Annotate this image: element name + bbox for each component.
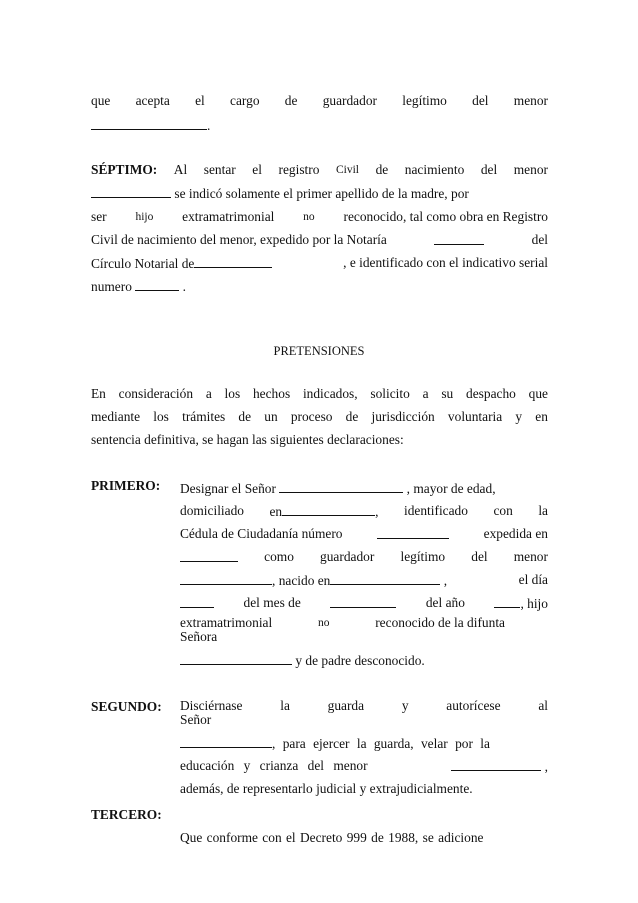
word: extramatrimonial xyxy=(180,615,273,630)
word: en xyxy=(535,409,548,424)
blank-field[interactable] xyxy=(180,571,272,585)
word: al xyxy=(538,698,548,713)
word: no xyxy=(317,617,330,629)
word: el xyxy=(252,162,262,177)
septimo-line-2 xyxy=(91,184,548,203)
word: guarda xyxy=(327,698,365,713)
comma: , xyxy=(443,573,448,588)
word: que xyxy=(91,93,111,108)
word: como xyxy=(264,549,294,564)
text: , nacido en xyxy=(272,573,331,588)
septimo-line-6 xyxy=(91,277,186,296)
word: guardador xyxy=(322,93,377,108)
word: cargo xyxy=(230,93,260,108)
word: mediante xyxy=(91,409,141,424)
blank-field[interactable] xyxy=(180,548,238,562)
word: de xyxy=(238,409,252,424)
word: hijo xyxy=(135,211,154,223)
segundo-label: SEGUNDO: xyxy=(91,699,162,714)
word: Al xyxy=(173,162,188,177)
word: solicito xyxy=(370,386,410,401)
text: Designar el Señor xyxy=(180,481,276,496)
blank-field[interactable] xyxy=(282,502,375,516)
word: y xyxy=(515,409,523,424)
primero-line-1 xyxy=(180,479,496,498)
text: educación y crianza del menor xyxy=(180,758,368,773)
period: . xyxy=(207,118,211,133)
pretensiones-heading: PRETENSIONES xyxy=(273,344,365,358)
word: los xyxy=(224,386,241,401)
blank-field[interactable] xyxy=(180,651,292,665)
septimo-line-3 xyxy=(91,208,548,226)
word: la xyxy=(538,503,548,518)
pretensiones-line-3: sentencia definitiva, se hagan las siguientes declaraciones: xyxy=(91,432,404,447)
blank-field[interactable] xyxy=(135,277,179,291)
blank-field[interactable] xyxy=(180,734,272,748)
word: de xyxy=(284,93,298,108)
word: su xyxy=(441,386,454,401)
word: jurisdicción xyxy=(371,409,435,424)
word: en xyxy=(269,504,283,519)
text: Cédula de Ciudadanía número xyxy=(180,526,343,541)
septimo-line-5 xyxy=(91,254,548,273)
blank-field[interactable] xyxy=(330,594,396,608)
word: el xyxy=(195,93,205,108)
word: domiciliado xyxy=(180,503,244,518)
pretensiones-line-1 xyxy=(91,385,548,403)
word: menor xyxy=(513,549,548,564)
blank-field[interactable] xyxy=(377,525,449,539)
pretensiones-line-2 xyxy=(91,408,548,426)
word: identificado xyxy=(404,503,468,518)
text: , para ejercer la guarda, velar por la xyxy=(272,736,490,751)
primero-line-8: Señora xyxy=(180,629,218,644)
word: la xyxy=(280,698,290,713)
blank-field[interactable] xyxy=(494,594,520,608)
word: extramatrimonial xyxy=(182,209,275,224)
text: reconocido, tal como obra en Registro xyxy=(343,209,548,224)
blank-field[interactable] xyxy=(434,231,484,245)
word: nacimiento xyxy=(404,162,465,177)
word: acepta xyxy=(135,93,170,108)
septimo-line-1 xyxy=(91,161,548,179)
word: voluntaria xyxy=(447,409,503,424)
word: consideración xyxy=(118,386,194,401)
word: registro xyxy=(278,162,320,177)
word: del xyxy=(480,162,498,177)
segundo-line-1 xyxy=(180,697,548,715)
tercero-label: TERCERO: xyxy=(91,807,162,822)
blank-field[interactable] xyxy=(91,184,171,198)
word: numero xyxy=(91,279,132,294)
period: . xyxy=(182,279,186,294)
word: sentar xyxy=(203,162,236,177)
word: a xyxy=(422,386,429,401)
word: legítimo xyxy=(402,93,447,108)
word: guardador xyxy=(320,549,375,564)
word: con xyxy=(493,503,513,518)
word: trámites xyxy=(182,409,226,424)
primero-label: PRIMERO: xyxy=(91,478,161,493)
segundo-line-4 xyxy=(180,757,548,776)
word: del xyxy=(472,93,489,108)
text: del mes de xyxy=(243,595,301,610)
text: el día xyxy=(518,572,548,587)
word: menor xyxy=(513,93,548,108)
blank-field[interactable] xyxy=(91,116,207,130)
blank-field[interactable] xyxy=(451,757,541,771)
text: , e identificado con el indicativo serial xyxy=(343,255,548,270)
primero-line-2 xyxy=(180,502,548,521)
septimo-label: SÉPTIMO: xyxy=(91,162,158,177)
primero-line-3 xyxy=(180,525,548,543)
word: de xyxy=(345,409,359,424)
intro-line-2 xyxy=(91,116,210,135)
text: del año xyxy=(425,595,465,610)
word: del xyxy=(531,232,548,247)
blank-field[interactable] xyxy=(279,479,403,493)
blank-field[interactable] xyxy=(180,594,214,608)
word: a xyxy=(205,386,212,401)
word: los xyxy=(153,409,169,424)
text: Civil de nacimiento del menor, expedido por la Notaría xyxy=(91,232,387,247)
word: de xyxy=(375,162,389,177)
word: proceso xyxy=(290,409,333,424)
primero-line-4 xyxy=(180,548,548,566)
text: , mayor de edad, xyxy=(406,481,496,496)
comma: , xyxy=(375,504,379,519)
word: y xyxy=(401,698,409,713)
word: Civil xyxy=(336,164,360,176)
tercero-line-1: Que conforme con el Decreto 999 de 1988, se adicione xyxy=(180,830,484,845)
text: y de padre desconocido. xyxy=(295,653,425,668)
text: expedida en xyxy=(483,526,548,541)
comma: , xyxy=(544,759,548,774)
blank-field[interactable] xyxy=(194,254,272,268)
primero-line-6 xyxy=(180,594,548,613)
word: menor xyxy=(513,162,548,177)
word: autorícese xyxy=(446,698,501,713)
segundo-line-5: además, de representarlo judicial y extrajudicialmente. xyxy=(180,781,473,796)
word: ser xyxy=(91,209,107,224)
intro-line-1 xyxy=(91,92,548,110)
primero-line-5 xyxy=(180,571,548,590)
segundo-line-3 xyxy=(180,734,548,753)
text: , hijo xyxy=(520,596,548,611)
word: En xyxy=(91,386,106,401)
word: hechos xyxy=(252,386,291,401)
primero-line-9 xyxy=(180,651,425,670)
text: reconocido de la difunta xyxy=(375,615,505,630)
word: indicados, xyxy=(302,386,358,401)
word: despacho xyxy=(466,386,516,401)
septimo-line-4 xyxy=(91,231,548,249)
word: un xyxy=(264,409,278,424)
segundo-line-2: Señor xyxy=(180,712,212,727)
text: se indicó solamente el primer apellido de la madre, por xyxy=(174,186,469,201)
word: que xyxy=(528,386,548,401)
blank-field[interactable] xyxy=(330,571,440,585)
word: del xyxy=(471,549,488,564)
text: Círculo Notarial de xyxy=(91,256,195,271)
primero-line-7 xyxy=(180,614,505,632)
word: no xyxy=(303,211,315,223)
word: Disciérnase xyxy=(180,698,243,713)
word: legítimo xyxy=(400,549,446,564)
